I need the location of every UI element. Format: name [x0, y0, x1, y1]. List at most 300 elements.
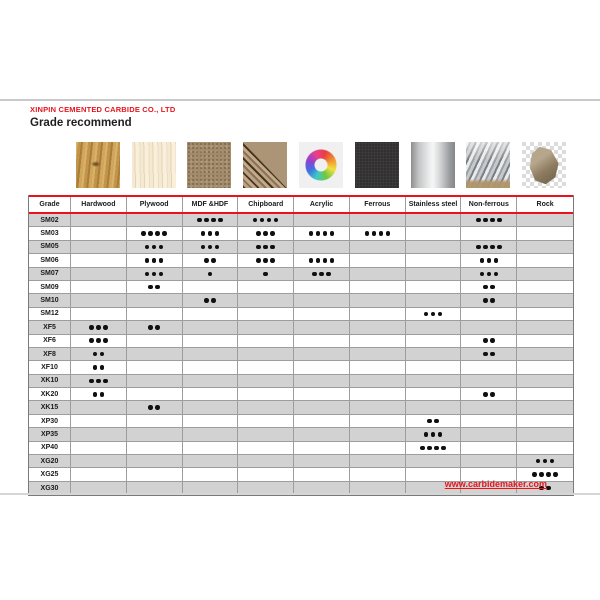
rating-cell — [461, 294, 517, 306]
rating-dot-icon — [89, 325, 94, 330]
grade-cell: XF8 — [29, 348, 71, 360]
rating-cell — [350, 214, 406, 226]
rating-dot-icon — [93, 352, 98, 357]
rating-cell — [127, 348, 183, 360]
rating-dots — [253, 218, 279, 223]
rating-cell — [127, 375, 183, 387]
rating-dot-icon — [152, 245, 157, 250]
rating-cell — [294, 401, 350, 413]
rating-cell — [461, 321, 517, 333]
table-row — [29, 321, 573, 334]
grade-cell: XF6 — [29, 335, 71, 347]
rating-dot-icon — [218, 218, 223, 223]
rating-cell — [517, 308, 573, 320]
rating-cell — [517, 281, 573, 293]
table-row — [29, 348, 573, 361]
rating-dots — [208, 272, 213, 277]
table-row — [29, 361, 573, 374]
rating-cell — [238, 281, 294, 293]
rating-cell — [461, 388, 517, 400]
grade-cell: XK20 — [29, 388, 71, 400]
rating-cell — [517, 415, 573, 427]
column-header: Hardwood — [71, 197, 127, 212]
rating-cell — [183, 227, 239, 239]
rating-cell — [461, 401, 517, 413]
table-row — [29, 268, 573, 281]
rating-cell — [71, 455, 127, 467]
rating-cell — [294, 468, 350, 480]
rating-cell — [406, 335, 462, 347]
rating-dot-icon — [490, 392, 495, 397]
rating-dot-icon — [532, 472, 537, 477]
table-row — [29, 214, 573, 227]
rating-dot-icon — [490, 338, 495, 343]
website-link[interactable]: www.carbidemaker.com — [444, 479, 547, 489]
material-image-cell — [349, 142, 405, 188]
rating-cell — [461, 348, 517, 360]
rating-dots — [309, 258, 335, 263]
rating-cell — [127, 455, 183, 467]
grade-cell: XK15 — [29, 401, 71, 413]
rating-cell — [517, 294, 573, 306]
rating-cell — [461, 361, 517, 373]
rating-cell — [183, 214, 239, 226]
rating-cell — [127, 442, 183, 454]
rating-dot-icon — [211, 218, 216, 223]
rating-cell — [406, 348, 462, 360]
rating-dots — [145, 245, 164, 250]
grade-cell: SM03 — [29, 227, 71, 239]
rating-cell — [461, 375, 517, 387]
rating-dot-icon — [438, 312, 443, 317]
rating-cell — [517, 254, 573, 266]
rating-cell — [350, 401, 406, 413]
rating-dots — [204, 298, 216, 303]
rating-dot-icon — [483, 298, 488, 303]
grade-cell: XP35 — [29, 428, 71, 440]
rating-cell — [183, 308, 239, 320]
rating-dot-icon — [93, 365, 98, 370]
rating-cell — [238, 468, 294, 480]
rating-dot-icon — [490, 352, 495, 357]
rating-cell — [127, 254, 183, 266]
table-row — [29, 281, 573, 294]
grade-cell: XF5 — [29, 321, 71, 333]
rating-dots — [476, 218, 502, 223]
rating-dot-icon — [162, 231, 167, 236]
rating-dot-icon — [201, 245, 206, 250]
column-header: Non-ferrous — [461, 197, 517, 212]
rating-cell — [461, 428, 517, 440]
rating-dot-icon — [424, 312, 429, 317]
rating-cell — [461, 268, 517, 280]
rating-dots — [483, 338, 495, 343]
rating-cell — [406, 227, 462, 239]
rating-cell — [238, 375, 294, 387]
table-row — [29, 241, 573, 254]
rating-cell — [461, 442, 517, 454]
rating-dot-icon — [386, 231, 391, 236]
table-row — [29, 375, 573, 388]
rating-cell — [406, 415, 462, 427]
rating-cell — [238, 455, 294, 467]
rating-dot-icon — [204, 258, 209, 263]
rating-dot-icon — [539, 472, 544, 477]
rating-dots — [93, 365, 105, 370]
rating-cell — [238, 415, 294, 427]
rating-dot-icon — [490, 285, 495, 290]
rating-cell — [183, 455, 239, 467]
rating-cell — [294, 268, 350, 280]
rating-cell — [183, 388, 239, 400]
table-row — [29, 254, 573, 267]
rating-dot-icon — [326, 272, 331, 277]
rating-cell — [517, 321, 573, 333]
rating-cell — [294, 361, 350, 373]
grade-cell: SM06 — [29, 254, 71, 266]
rating-cell — [517, 268, 573, 280]
rating-cell — [517, 335, 573, 347]
rating-dot-icon — [145, 245, 150, 250]
column-header: Plywood — [127, 197, 183, 212]
rating-cell — [183, 268, 239, 280]
rating-cell — [294, 388, 350, 400]
rating-dot-icon — [152, 258, 157, 263]
rating-dots — [483, 285, 495, 290]
rating-dots — [536, 459, 555, 464]
rating-cell — [71, 442, 127, 454]
rating-cell — [517, 348, 573, 360]
rating-cell — [350, 361, 406, 373]
bottom-divider — [0, 493, 600, 495]
column-header: Chipboard — [238, 197, 294, 212]
rating-dots — [312, 272, 331, 277]
rating-dot-icon — [155, 405, 160, 410]
ferrous-image — [355, 142, 399, 188]
rating-cell — [238, 268, 294, 280]
rating-cell — [127, 401, 183, 413]
rating-dot-icon — [536, 459, 541, 464]
rating-cell — [294, 335, 350, 347]
rating-cell — [127, 268, 183, 280]
rating-cell — [350, 468, 406, 480]
plywood-image — [132, 142, 176, 188]
rating-dot-icon — [480, 258, 485, 263]
rating-cell — [461, 308, 517, 320]
rating-dot-icon — [427, 419, 432, 424]
rating-cell — [517, 214, 573, 226]
rating-cell — [517, 455, 573, 467]
rating-dot-icon — [211, 298, 216, 303]
chipboard-image — [243, 142, 287, 188]
rating-cell — [71, 214, 127, 226]
rating-dot-icon — [148, 325, 153, 330]
rating-dot-icon — [256, 245, 261, 250]
rating-cell — [350, 442, 406, 454]
grade-cell: XP30 — [29, 415, 71, 427]
grade-cell: SM02 — [29, 214, 71, 226]
rating-dot-icon — [483, 392, 488, 397]
rating-cell — [127, 308, 183, 320]
rating-cell — [350, 375, 406, 387]
grade-cell: SM09 — [29, 281, 71, 293]
rating-cell — [406, 361, 462, 373]
rating-dot-icon — [215, 231, 220, 236]
rating-cell — [183, 361, 239, 373]
rating-cell — [238, 254, 294, 266]
rating-dot-icon — [497, 218, 502, 223]
table-header-row — [29, 195, 573, 214]
rating-dot-icon — [215, 245, 220, 250]
grade-cell: XG30 — [29, 482, 71, 494]
rating-cell — [183, 241, 239, 253]
rating-cell — [406, 401, 462, 413]
grade-cell: XF10 — [29, 361, 71, 373]
rock-image — [522, 142, 566, 188]
acrylic-image — [299, 142, 343, 188]
rating-cell — [350, 281, 406, 293]
rating-cell — [71, 375, 127, 387]
rating-cell — [127, 227, 183, 239]
stainless-steel-image — [411, 142, 455, 188]
rating-dot-icon — [93, 392, 98, 397]
rating-cell — [406, 428, 462, 440]
rating-dot-icon — [309, 231, 314, 236]
rating-cell — [238, 442, 294, 454]
rating-dot-icon — [483, 352, 488, 357]
rating-dot-icon — [372, 231, 377, 236]
rating-dot-icon — [365, 231, 370, 236]
table-row — [29, 227, 573, 240]
rating-dots — [148, 405, 160, 410]
rating-dots — [148, 285, 160, 290]
rating-cell — [71, 321, 127, 333]
rating-cell — [238, 361, 294, 373]
rating-dot-icon — [434, 419, 439, 424]
rating-dot-icon — [274, 218, 279, 223]
rating-dot-icon — [438, 432, 443, 437]
rating-dot-icon — [152, 272, 157, 277]
rating-dot-icon — [155, 325, 160, 330]
grade-recommend-table — [28, 195, 574, 496]
rating-dots — [148, 325, 160, 330]
rating-dot-icon — [155, 285, 160, 290]
material-image-cell — [405, 142, 461, 188]
rating-cell — [406, 388, 462, 400]
rating-dot-icon — [476, 218, 481, 223]
rating-cell — [294, 428, 350, 440]
rating-dot-icon — [263, 272, 268, 277]
rating-dot-icon — [201, 231, 206, 236]
rating-cell — [183, 375, 239, 387]
rating-dot-icon — [483, 218, 488, 223]
rating-dots — [201, 245, 220, 250]
grade-cell: SM05 — [29, 241, 71, 253]
rating-dot-icon — [96, 338, 101, 343]
rating-cell — [350, 415, 406, 427]
rating-cell — [183, 442, 239, 454]
rating-dot-icon — [256, 231, 261, 236]
rating-cell — [71, 468, 127, 480]
rating-dots — [145, 272, 164, 277]
rating-dot-icon — [148, 231, 153, 236]
rating-cell — [517, 241, 573, 253]
rating-dots — [365, 231, 391, 236]
rating-dot-icon — [204, 298, 209, 303]
rating-dot-icon — [480, 272, 485, 277]
material-image-strip — [28, 142, 572, 188]
rating-dot-icon — [494, 258, 499, 263]
rating-dot-icon — [253, 218, 258, 223]
company-name: XINPIN CEMENTED CARBIDE CO., LTD — [30, 105, 176, 114]
rating-cell — [350, 227, 406, 239]
rating-dots — [93, 352, 105, 357]
rating-dot-icon — [487, 258, 492, 263]
rating-cell — [183, 401, 239, 413]
rating-dot-icon — [208, 245, 213, 250]
rating-dots — [309, 231, 335, 236]
page-title: Grade recommend — [30, 117, 132, 129]
rating-dots — [89, 325, 108, 330]
table-row — [29, 428, 573, 441]
rating-cell — [461, 254, 517, 266]
rating-cell — [517, 388, 573, 400]
rating-dot-icon — [155, 231, 160, 236]
rating-dot-icon — [148, 405, 153, 410]
rating-cell — [406, 214, 462, 226]
rating-cell — [183, 254, 239, 266]
rating-dot-icon — [263, 258, 268, 263]
rating-dots — [201, 231, 220, 236]
rating-cell — [71, 268, 127, 280]
rating-dot-icon — [89, 338, 94, 343]
column-header: Rock — [536, 201, 554, 208]
rating-dot-icon — [270, 245, 275, 250]
rating-dot-icon — [256, 258, 261, 263]
rating-cell — [350, 335, 406, 347]
rating-cell — [71, 335, 127, 347]
rating-dot-icon — [103, 325, 108, 330]
rating-dots — [532, 472, 558, 477]
rating-dot-icon — [267, 218, 272, 223]
rating-dot-icon — [211, 258, 216, 263]
rating-cell — [238, 335, 294, 347]
rating-cell — [294, 415, 350, 427]
rating-dot-icon — [330, 231, 335, 236]
rating-dots — [483, 352, 495, 357]
rating-cell — [461, 415, 517, 427]
rating-dot-icon — [159, 272, 164, 277]
rating-dot-icon — [420, 446, 425, 451]
rating-cell — [127, 321, 183, 333]
rating-cell — [461, 455, 517, 467]
rating-dots — [197, 218, 223, 223]
rating-cell — [238, 428, 294, 440]
rating-cell — [183, 415, 239, 427]
table-row — [29, 308, 573, 321]
rating-cell — [350, 308, 406, 320]
rating-dot-icon — [441, 446, 446, 451]
rating-dot-icon — [543, 459, 548, 464]
rating-cell — [183, 428, 239, 440]
rating-dot-icon — [100, 365, 105, 370]
rating-cell — [517, 361, 573, 373]
table-row — [29, 415, 573, 428]
grade-cell: SM12 — [29, 308, 71, 320]
rating-dots — [427, 419, 439, 424]
rating-cell — [183, 294, 239, 306]
rating-cell — [294, 455, 350, 467]
rating-cell — [294, 214, 350, 226]
rating-cell — [238, 348, 294, 360]
rating-dots — [424, 432, 443, 437]
table-row — [29, 455, 573, 468]
mdf-image — [187, 142, 231, 188]
rating-cell — [350, 321, 406, 333]
material-image-cell — [70, 142, 126, 188]
rating-dots — [483, 298, 495, 303]
top-divider — [0, 99, 600, 101]
rating-cell — [127, 428, 183, 440]
rating-dot-icon — [431, 432, 436, 437]
rating-cell — [294, 348, 350, 360]
rating-dot-icon — [208, 231, 213, 236]
column-header: Ferrous — [350, 197, 406, 212]
rating-cell — [406, 241, 462, 253]
rating-dot-icon — [546, 486, 551, 491]
rating-cell — [406, 455, 462, 467]
rating-cell — [406, 294, 462, 306]
grade-cell: SM07 — [29, 268, 71, 280]
rating-dots — [89, 338, 108, 343]
rating-dot-icon — [483, 245, 488, 250]
rating-cell — [127, 361, 183, 373]
table-row — [29, 401, 573, 414]
rating-cell — [238, 241, 294, 253]
rating-dot-icon — [490, 245, 495, 250]
rating-dots — [256, 245, 275, 250]
rating-cell — [71, 227, 127, 239]
non-ferrous-image — [466, 142, 510, 188]
rating-cell — [294, 241, 350, 253]
material-image-cell — [293, 142, 349, 188]
rating-dots — [263, 272, 268, 277]
rating-cell — [71, 401, 127, 413]
material-image-cell — [460, 142, 516, 188]
rating-dot-icon — [270, 258, 275, 263]
rating-dot-icon — [141, 231, 146, 236]
rating-cell — [183, 348, 239, 360]
rating-dot-icon — [103, 338, 108, 343]
rating-cell — [350, 428, 406, 440]
rating-dot-icon — [208, 272, 213, 277]
rating-cell — [183, 281, 239, 293]
rating-dot-icon — [204, 218, 209, 223]
rating-dot-icon — [427, 446, 432, 451]
rating-dot-icon — [96, 325, 101, 330]
rating-cell — [127, 468, 183, 480]
rating-cell — [71, 294, 127, 306]
rating-cell — [71, 308, 127, 320]
rating-dot-icon — [490, 298, 495, 303]
rating-dot-icon — [476, 245, 481, 250]
rating-dot-icon — [494, 272, 499, 277]
rating-cell — [406, 281, 462, 293]
rating-dot-icon — [100, 352, 105, 357]
rating-dot-icon — [159, 245, 164, 250]
rating-dot-icon — [434, 446, 439, 451]
rating-dots — [256, 231, 275, 236]
